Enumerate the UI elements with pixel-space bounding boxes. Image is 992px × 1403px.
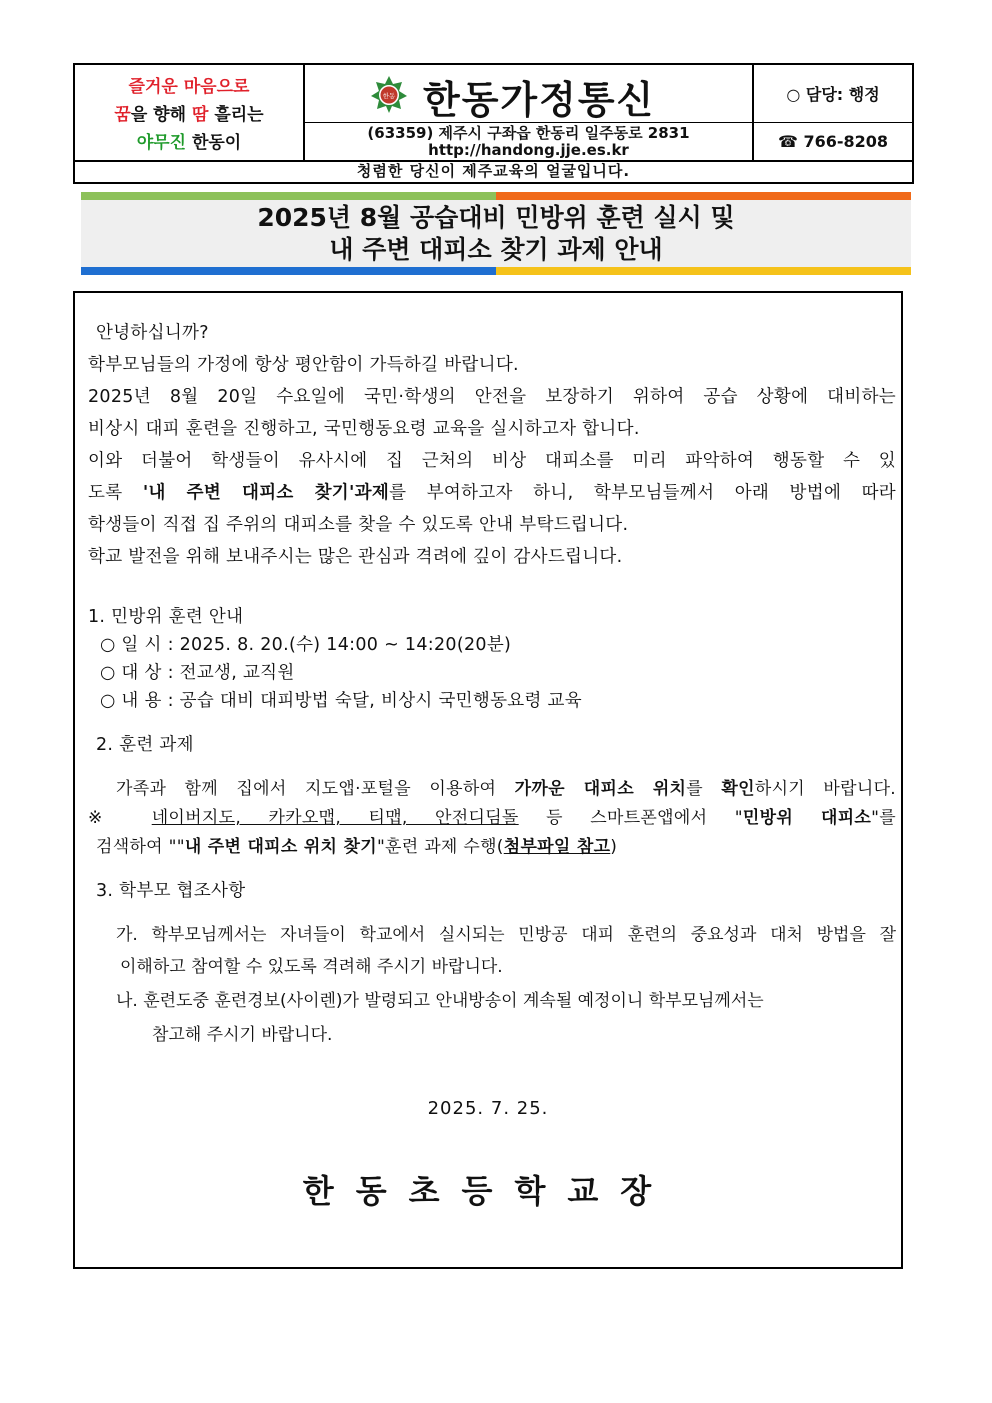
intro-paragraph: 이와 더불어 학생들이 유사시에 집 근처의 비상 대피소를 미리 파악하여 행동할 수 있: [88, 451, 896, 471]
slogan-word: 꿈: [114, 105, 131, 125]
svg-text:한동: 한동: [382, 92, 396, 100]
slogan-word: 마음으로: [183, 77, 250, 97]
phone-number: ☎ 766-8208: [752, 123, 912, 160]
intro-paragraph: 학부모님들의 가정에 항상 평안함이 가득하길 바랍니다.: [88, 355, 519, 375]
request-item: 참고해 주시기 바랍니다.: [152, 1025, 333, 1045]
slogan-word: 땀: [191, 105, 209, 125]
request-item: 이해하고 참여할 수 있도록 격려해 주시기 바랍니다.: [120, 957, 503, 977]
title-line-1: 2025년 8월 공습대비 민방위 훈련 실시 및: [257, 203, 735, 232]
emphasis-text: 민방위 대피소: [742, 808, 872, 828]
intro-paragraph: 비상시 대피 훈련을 진행하고, 국민행동요령 교육을 실시하고자 합니다.: [88, 419, 640, 439]
intro-paragraph: 학교 발전을 위해 보내주시는 많은 관심과 격려에 깊이 감사드립니다.: [88, 547, 623, 567]
masthead: [305, 65, 752, 123]
school-contact: [305, 123, 752, 160]
school-slogan: [75, 65, 305, 160]
manager-label: ○ 담당: 행정: [752, 65, 912, 123]
banner-stripe: [496, 267, 911, 275]
task-name-emphasis: '내 주변 대피소 찾기'과제: [142, 483, 390, 503]
text-run: ※: [88, 808, 152, 828]
request-item: 나. 훈련도중 훈련경보(사이렌)가 발령되고 안내방송이 계속될 예정이니 학부모님께서는: [116, 991, 764, 1011]
slogan-word: 을 향해: [130, 105, 187, 125]
text-run: ): [610, 837, 618, 857]
text-run: 도록: [88, 483, 143, 503]
text-run: "를: [871, 808, 896, 828]
request-item: 가. 학부모님께서는 자녀들이 학교에서 실시되는 민방공 대피 훈련의 중요성과 대처 방법을 잘: [116, 925, 896, 945]
greeting: 안녕하십니까?: [96, 323, 209, 343]
principal-signature: 한동초등학교장: [302, 1172, 674, 1210]
attachment-reference: 첨부파일 참고: [503, 837, 611, 857]
slogan-word: 즐거운: [128, 77, 178, 97]
list-item: ○ 일 시 : 2025. 8. 20.(수) 14:00 ~ 14:20(20분): [100, 635, 512, 655]
text-run: 등 스마트폰앱에서 ": [518, 808, 743, 828]
text-run: 를 부여하고자 하니, 학부모님들께서 아래 방법에 따라: [389, 483, 896, 503]
emphasis-text: 내 주변 대피소 위치 찾기: [184, 837, 377, 857]
emphasis-text: 확인: [721, 779, 755, 799]
text-run: 가족과 함께 집에서 지도앱·포털을 이용하여: [116, 779, 515, 799]
integrity-motto: 청렴한 당신이 제주교육의 얼굴입니다.: [75, 160, 912, 182]
text-run: 하시기 바랍니다.: [754, 779, 896, 799]
task-line: [88, 807, 896, 829]
document-title: [81, 202, 911, 266]
slogan-word: 한동이: [191, 133, 242, 153]
task-line: [96, 836, 617, 858]
school-emblem-icon: [369, 74, 409, 114]
task-line: [116, 778, 896, 800]
banner-stripe: [81, 192, 496, 200]
app-list: 네이버지도, 카카오맵, 티맵, 안전디딤돌: [151, 808, 519, 828]
slogan-line-2: [75, 101, 303, 129]
issue-date: 2025. 7. 25.: [427, 1098, 549, 1119]
emphasis-text: 가까운 대피소 위치: [514, 779, 687, 799]
newsletter-title: 한동가정통신: [423, 77, 656, 122]
banner-stripe: [496, 192, 911, 200]
text-run: 검색하여 "": [96, 837, 185, 857]
section-heading: 2. 훈련 과제: [96, 735, 194, 755]
slogan-word: 흘리는: [214, 105, 264, 125]
list-item: ○ 내 용 : 공습 대비 대피방법 숙달, 비상시 국민행동요령 교육: [100, 691, 582, 711]
text-run: 를: [686, 779, 722, 799]
intro-paragraph: 학생들이 직접 집 주위의 대피소를 찾을 수 있도록 안내 부탁드립니다.: [88, 515, 629, 535]
list-item: ○ 대 상 : 전교생, 교직원: [100, 663, 295, 683]
school-url: http://handong.jje.es.kr: [428, 141, 629, 159]
section-heading: 3. 학부모 협조사항: [96, 881, 246, 901]
intro-paragraph: 2025년 8월 20일 수요일에 국민·학생의 안전을 보장하기 위하여 공습 상황에 대비하는: [88, 387, 896, 407]
slogan-line-3: [75, 129, 303, 157]
slogan-word: 야무진: [136, 133, 187, 153]
slogan-line-1: [75, 73, 303, 101]
text-run: "훈련 과제 수행(: [376, 837, 504, 857]
school-address: (63359) 제주시 구좌읍 한동리 일주동로 2831: [367, 124, 690, 142]
newsletter-header: [73, 63, 914, 184]
section-heading: 1. 민방위 훈련 안내: [88, 607, 244, 627]
intro-paragraph: [88, 482, 896, 504]
title-line-2: 내 주변 대피소 찾기 과제 안내: [329, 235, 663, 264]
title-banner: [81, 192, 911, 276]
banner-stripe: [81, 267, 496, 275]
letter-body: [73, 291, 903, 1269]
